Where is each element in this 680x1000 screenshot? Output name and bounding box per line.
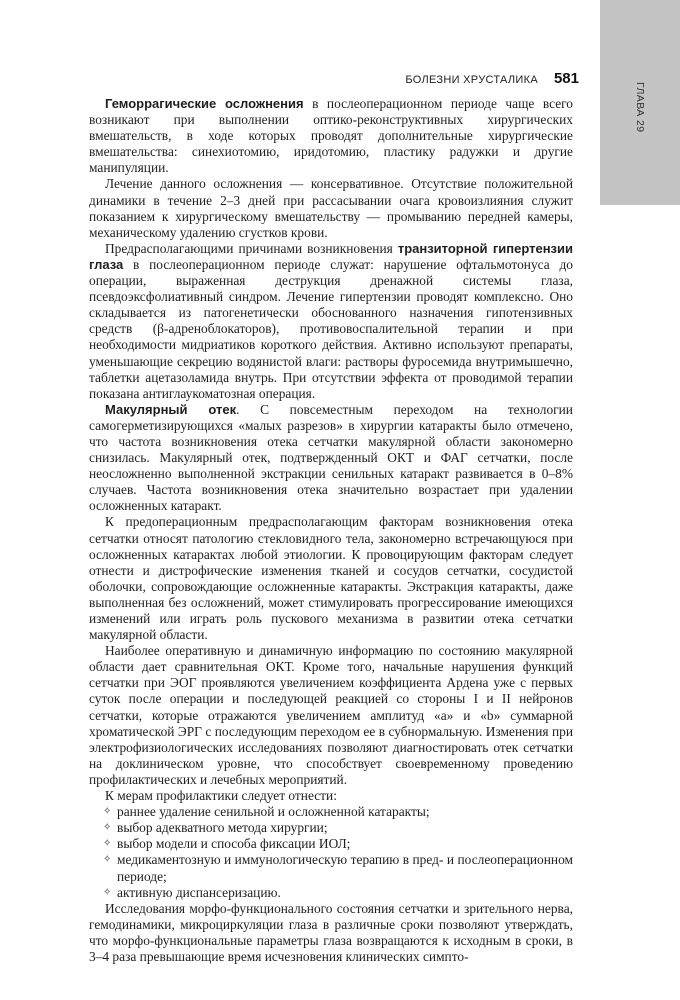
paragraph-risk-factors: [89, 514, 573, 643]
paragraph-text: Лечение данного осложнения — консервативное. Отсутствие положительной динамики в течение 2–3 дней при рассасывании очага кровоизлияния служит показанием к хирургическому вмешательству — промыванию передней камеры, механическому удалению сгустков крови.: [89, 176, 573, 240]
list-item: ✧ выбор модели и способа фиксации ИОЛ;: [89, 836, 573, 852]
paragraph-text: . С повсеместным переходом на технологии самогерметизирующихся «малых разрезов» в хирургии катаракты было отмечено, что частота возникновения отека сетчатки макулярной области закономерно снизилась. Макулярный отек, подтвержденный ОКТ и ФАГ сетчатки, после неосложненно выполненной экстракции сенильных катаракт развивается в 0–8% случаев. Частота возникновения отека значительно возрастает при удалении осложненных катаракт.: [89, 401, 573, 514]
chapter-label: [600, 82, 680, 202]
paragraph-text: К предоперационным предрасполагающим факторам возникновения отека сетчатки относят патологию стекловидного тела, закономерно встречающуюся при осложненных катарактах любой этиологии. К провоцирующим факторам следует отнести и дистрофические изменения тканей и сосудов сетчатки, сосудистой оболочки, сопровождающие осложненные катаракты. Экстракция катаракты, даже выполненная без осложнений, может стимулировать прогрессирование имеющихся изменений или играть роль пускового механизма в развитии отека сетчатки макулярной области.: [89, 514, 573, 643]
running-head: [380, 70, 579, 92]
list-item: ✧ выбор адекватного метода хирургии;: [89, 820, 573, 836]
paragraph-closing: [89, 901, 573, 965]
list-item: ✧ медикаментозную и иммунологическую терапию в пред- и послеоперационном периоде;: [89, 852, 573, 884]
list-item: ✧ раннее удаление сенильной и осложненной катаракты;: [89, 804, 573, 820]
paragraph-text: Исследования морфо-функционального состояния сетчатки и зрительного нерва, гемодинамики, микроциркуляции глаза в различные сроки позволяют утверждать, что морфо-функциональные параметры глаза возвращаются к исходным в сроки, в 3–4 раза превышающие время исчезновения клинических симпто-: [89, 900, 573, 964]
paragraph-text: Наиболее оперативную и динамичную информацию по состоянию макулярной области дает сравнительная ОКТ. Кроме того, начальные нарушения функций сетчатки при ЭОГ проявляются увеличением коэффициента Ардена уже с первых суток после операции и последующей реакцией со стороны I и II нейронов сетчатки, которые отражаются увеличением амплитуд «a» и «b» суммарной хроматической ЭРГ с последующим переходом ее в субнормальную. Изменения при электрофизиологических исследованиях позволяют диагностировать отек сетчатки на доклиническом уровне, что способствует своевременному проведению профилактических и лечебных мероприятий.: [89, 643, 573, 787]
paragraph-hypertension: [89, 241, 573, 402]
term-hypertension: транзиторной гипертензии глаза: [89, 240, 573, 272]
paragraph-treatment: [89, 176, 573, 240]
paragraph-hemorrhagic: [89, 96, 573, 176]
paragraph-diagnostics: [89, 643, 573, 788]
page-body: [89, 96, 573, 965]
paragraph-text: в послеоперационном периоде служат: нарушение офтальмотонуса до операции, выраженная деструкция дренажной системы глаза, псевдоэксфолиативный синдром. Лечение гипертензии проводят комплексно. Оно складывается из патогенетически обоснованного назначения гипотензивных средств (β-адреноблокаторов), противовоспалительной терапии и при необходимости мидриатиков короткого действия. Активно используют препараты, уменьшающие секрецию водянистой влаги: растворы фуросемида внутримышечно, таблетки ацетазоламида внутрь. При отсутствии эффекта от проводимой терапии показана антиглаукоматозная операция.: [89, 256, 573, 401]
term-macular-edema: Макулярный отек: [105, 401, 237, 417]
prevention-list: [89, 804, 573, 901]
chapter-label-text: ГЛАВА 29: [634, 82, 646, 133]
paragraph-text: Предрасполагающими причинами возникновения: [105, 240, 398, 256]
paragraph-text: К мерам профилактики следует отнести:: [105, 788, 337, 804]
running-title: БОЛЕЗНИ ХРУСТАЛИКА: [405, 74, 538, 86]
list-item: ✧ активную диспансеризацию.: [89, 885, 573, 901]
paragraph-prevention-intro: [89, 788, 573, 804]
page-number: 581: [553, 70, 579, 87]
term-hemorrhagic: Геморрагические осложнения: [105, 96, 304, 111]
paragraph-text: в послеоперационном периоде чаще всего возникают при выполнении оптико-реконструктивных хирургических вмешательств, в ходе которых проводят дополнительные хирургические вмешательства: синехиотомию, иридотомию, пластику радужки и другие манипуляции.: [89, 96, 573, 176]
paragraph-macular-edema: [89, 402, 573, 515]
